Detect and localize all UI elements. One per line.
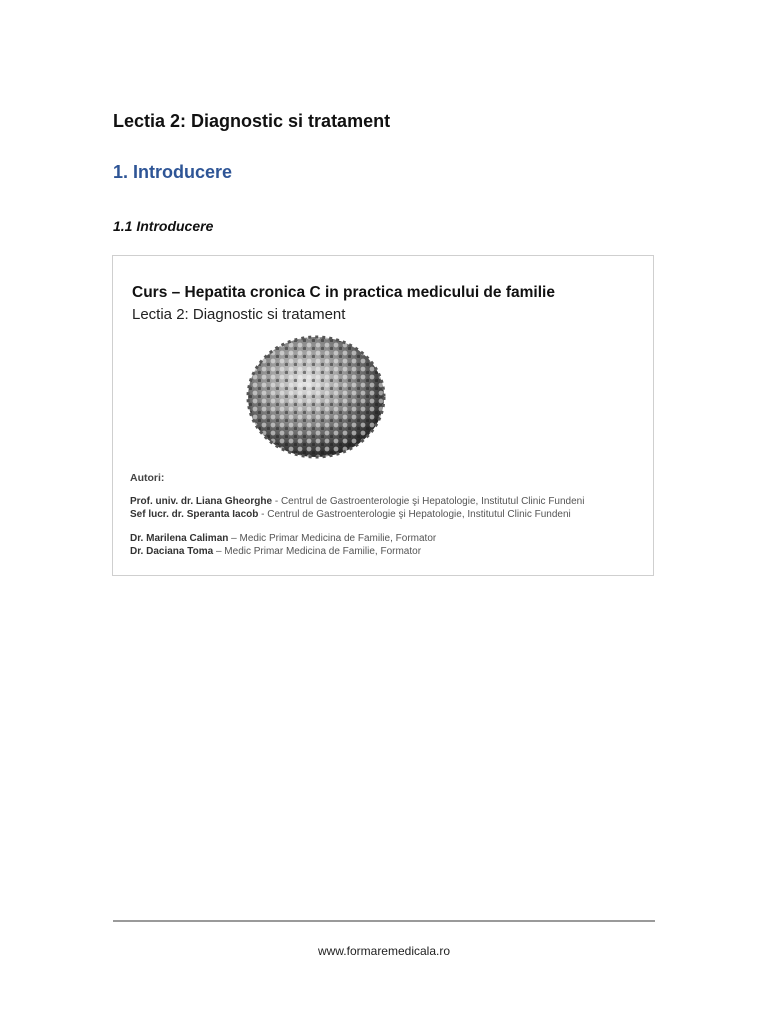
author-line: Dr. Marilena Caliman – Medic Primar Medicina de Familie, Formator [130,533,437,544]
subsection-heading: 1.1 Introducere [113,218,214,234]
lesson-title: Lectia 2: Diagnostic si tratament [113,111,391,131]
footer-url: www.formaremedicala.ro [317,944,451,958]
author-line: Sef lucr. dr. Speranta Iacob - Centrul de Gastroenterologie şi Hepatologie, Institutul Clinic Fundeni [130,509,571,520]
course-slide-image [112,255,654,576]
authors-label: Autori: [130,472,165,484]
slide-title: Curs – Hepatita cronica C in practica medicului de familie [132,284,555,301]
virus-particle-image [243,334,389,460]
slide-subtitle: Lectia 2: Diagnostic si tratament [132,306,346,323]
footer-divider [113,920,655,922]
section-heading: 1. Introducere [113,162,233,182]
author-line: Prof. univ. dr. Liana Gheorghe - Centrul de Gastroenterologie şi Hepatologie, Institutul Clinic Fundeni [130,496,585,507]
author-line: Dr. Daciana Toma – Medic Primar Medicina de Familie, Formator [130,546,422,557]
